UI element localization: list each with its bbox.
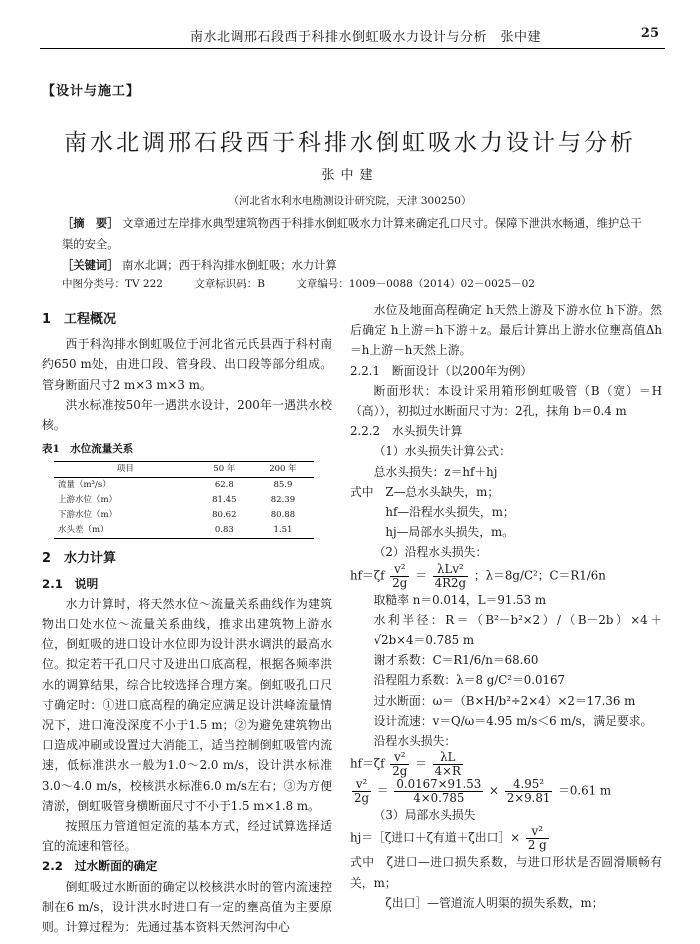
table-cell: 82.39	[270, 495, 296, 506]
abstract-block	[62, 213, 652, 276]
denominator: 4×R	[434, 764, 461, 779]
local-loss-title: （3）局部水头损失	[373, 808, 476, 823]
section-2-heading: 2 水力计算	[42, 551, 117, 567]
flow-section: 过水断面：ω＝（B×H/b²÷2×4）×2＝17.36 m	[373, 693, 636, 708]
section-2-2-paragraph-1: 倒虹吸过水断面的确定以校核洪水时的管内流速控制在6 m/s，设计洪水时进口有一定的壅高值为主要原则。计算过程为：先通过基本资料天然河沟中心	[42, 879, 332, 935]
table-cell: 80.62	[212, 510, 237, 521]
table-caption: 表1 水位流量关系	[42, 443, 134, 456]
table-cell: 水头差（m）	[54, 523, 197, 539]
table-cell: 81.45	[212, 495, 237, 506]
denominator: 2×9.81	[506, 791, 551, 806]
design-velocity: 设计流速：v＝Q/ω＝4.95 m/s＜6 m/s，满足要求。	[373, 713, 653, 728]
keywords-label: ［关键词］	[62, 258, 119, 272]
numerator: v²	[390, 751, 409, 765]
table-row	[54, 493, 314, 508]
abstract	[62, 213, 652, 255]
eq-term: ＝	[415, 568, 427, 583]
hydraulic-radius: 水利半径：R＝（B²－b²×2）/（B－2b）×4＋√2b×4＝0.785 m	[373, 612, 662, 648]
numerator: v²	[352, 778, 371, 792]
section-1-heading: 1 工程概况	[42, 312, 117, 327]
table-cell: 流量（m³/s）	[58, 480, 111, 491]
table-cell: 62.8	[214, 480, 234, 491]
denominator: 4R2g	[434, 575, 467, 590]
equation-friction-2: hf＝ζf $\frac{\text{v²}}{2g}$ ＝ $\frac{\lambda L}{4\times R}$	[350, 750, 461, 779]
page-number: 25	[640, 26, 659, 41]
article-meta	[62, 276, 652, 291]
eq-result: ＝0.61 m	[558, 783, 612, 798]
section-2-2-heading: 2.2 过水断面的确定	[42, 859, 158, 874]
paper-title: 南水北调邢石段西于科排水倒虹吸水力设计与分析	[64, 130, 636, 156]
total-head-loss: 总水头损失：z＝hf＋hj	[373, 464, 498, 479]
equation-local-loss	[350, 825, 662, 852]
table-cell: 上游水位（m）	[58, 495, 118, 506]
table-row	[54, 523, 314, 539]
fraction	[433, 751, 463, 778]
symbol-outlet-coefficient: ζ出口］—管道流人明渠的损失系数，m；	[385, 895, 604, 910]
denominator: 2g	[392, 764, 408, 779]
equation-friction-3: $\frac{\text{v²}}{2g}$ ＝ $\frac{0.0167\times 91.53}{4\times 0.785}$ × $\frac{\text{4.95²}}{2\times 9.81}$ ＝0.61 m	[354, 777, 612, 806]
symbol-hj: hj—局部水头损失，m。	[385, 525, 515, 540]
numerator: λLv²	[433, 563, 468, 577]
table-row	[54, 478, 314, 494]
article-number: 文章编号：1009－0088（2014）02－0025－02	[296, 278, 535, 290]
fraction	[526, 825, 549, 852]
fraction	[390, 563, 409, 590]
chezy-coefficient: 谢才系数：C＝R1/6/n＝68.60	[373, 653, 539, 668]
author: 张中建	[321, 168, 379, 183]
equation-friction	[350, 563, 662, 590]
section-2-2-2-heading: 2.2.2 水头损失计算	[350, 424, 463, 439]
document-code: 文章标识码：B	[194, 278, 266, 290]
running-header	[40, 18, 665, 49]
denominator: 4×0.785	[413, 791, 465, 806]
friction-coefficient: 沿程阻力系数：λ＝8 g/C²＝0.0167	[373, 673, 566, 688]
fraction	[352, 778, 371, 805]
section-2-2-1-heading: 2.2.1 断面设计（以200年为例）	[350, 363, 533, 378]
section-tag: 【设计与施工】	[42, 84, 141, 99]
table-cell: 1.51	[252, 523, 314, 539]
denominator: 2g	[354, 791, 370, 806]
roughness: 取糙率 n＝0.014，L＝91.53 m	[373, 592, 547, 607]
table-cell: 下游水位（m）	[58, 510, 118, 521]
section-2-1-heading: 2.1 说明	[42, 576, 99, 591]
numerator: 4.95²	[505, 778, 553, 792]
table-cell: 80.88	[270, 510, 296, 521]
fraction	[505, 778, 553, 805]
fraction	[433, 563, 468, 590]
section-2-1-paragraph-2: 按照压力管道恒定流的基本方式，经过试算选择适宜的流速和管径。	[42, 819, 332, 854]
right-column	[350, 300, 662, 913]
denominator: 2g	[392, 575, 408, 590]
symbol-inlet-coefficient: 式中 ζ进口—进口损失系数，与进口形状是否圆滑顺畅有关，m；	[350, 855, 662, 890]
denominator: 2 g	[527, 838, 547, 853]
continued-paragraph: 水位及地面高程确定 h天然上游及下游水位 h下游。然后确定 h上游＝h下游＋z。最后计算出上游水位壅高值Δh＝h上游－h天然上游。	[350, 303, 662, 358]
numerator: v²	[526, 825, 549, 839]
eq-term: ；λ＝8g/C²；C＝R1/6n	[473, 568, 606, 583]
head-loss-formula-title: （1）水头损失计算公式：	[373, 444, 511, 459]
numerator: λL	[433, 751, 463, 765]
table-header: 项目	[54, 462, 197, 478]
abstract-label: ［摘 要］	[62, 216, 119, 230]
symbol-z: 式中 Z—总水头缺失，m；	[350, 484, 500, 499]
eq-term: hf＝ζf	[350, 756, 385, 771]
keywords	[62, 255, 652, 276]
table-header: 50 年	[197, 462, 252, 478]
affiliation: （河北省水利水电勘测设计研究院，天津 300250）	[228, 195, 472, 207]
numerator: 0.0167×91.53	[396, 777, 482, 792]
table-row	[54, 508, 314, 523]
eq-term: hf＝ζf	[350, 568, 385, 583]
abstract-text: 文章通过左岸排水典型建筑物西于科排水倒虹吸水力计算来确定孔口尺寸。保障下泄洪水畅通，维护总干渠的安全。	[62, 217, 642, 251]
flow-table	[54, 461, 314, 539]
fraction	[394, 778, 483, 805]
eq-term: hj＝［ζ进口＋ζ有道＋ζ出口］×	[350, 830, 521, 845]
section-2-1-paragraph-1: 水力计算时，将天然水位～流量关系曲线作为建筑物出口处水位～流量关系曲线，推求出建筑物上游水位，倒虹吸的进口设计水位即为设计洪水调洪的最高水位。拟定若干孔口尺寸及进出口底高程，根据各频率洪水的调算结果，综合比较选择合理方案。倒虹吸孔口尺寸确定时：①进口底高程的确定应满足设计洪峰流量情况下，进口淹没深度不小于1.5 m；②为避免建筑物出口造成冲刷或设置过大消能工，适当控制倒虹吸管内流速，低标准洪水一般为1.0～2.0 m/s，设计洪水标准3.0～4.0 m/s，校核洪水标准6.0 m/s左右；③为方便清淤，倒虹吸管身横断面尺寸不小于1.5 m×1.8 m。	[42, 596, 332, 813]
friction-loss-label: 沿程水头损失：	[373, 734, 457, 749]
table-cell: 0.83	[197, 523, 252, 539]
friction-loss-title: （2）沿程水头损失：	[373, 545, 488, 560]
clc-number: 中图分类号：TV 222	[62, 278, 163, 290]
section-1-paragraph-1: 西于科沟排水倒虹吸位于河北省元氏县西于科村南约650 m处，由进口段、管身段、出口段等部分组成。管身断面尺寸2 m×3 m×3 m。	[42, 337, 332, 392]
section-1-paragraph-2: 洪水标准按50年一遇洪水设计，200年一遇洪水校核。	[42, 397, 332, 433]
keywords-text: 南水北调；西于科沟排水倒虹吸；水力计算	[122, 259, 337, 272]
numerator: v²	[390, 563, 409, 577]
table-cell: 85.9	[273, 480, 293, 491]
table-header: 200 年	[252, 462, 314, 478]
running-title: 南水北调邢石段西于科排水倒虹吸水力设计与分析 张中建	[190, 30, 542, 45]
symbol-hf: hf—沿程水头损失，m；	[385, 505, 515, 520]
fraction	[390, 751, 409, 778]
left-column	[42, 300, 332, 937]
section-shape-paragraph: 断面形状：本设计采用箱形倒虹吸管（B（宽）＝H（高）），初拟过水断面尺寸为：2孔，抹角 b＝0.4 m	[350, 383, 662, 419]
